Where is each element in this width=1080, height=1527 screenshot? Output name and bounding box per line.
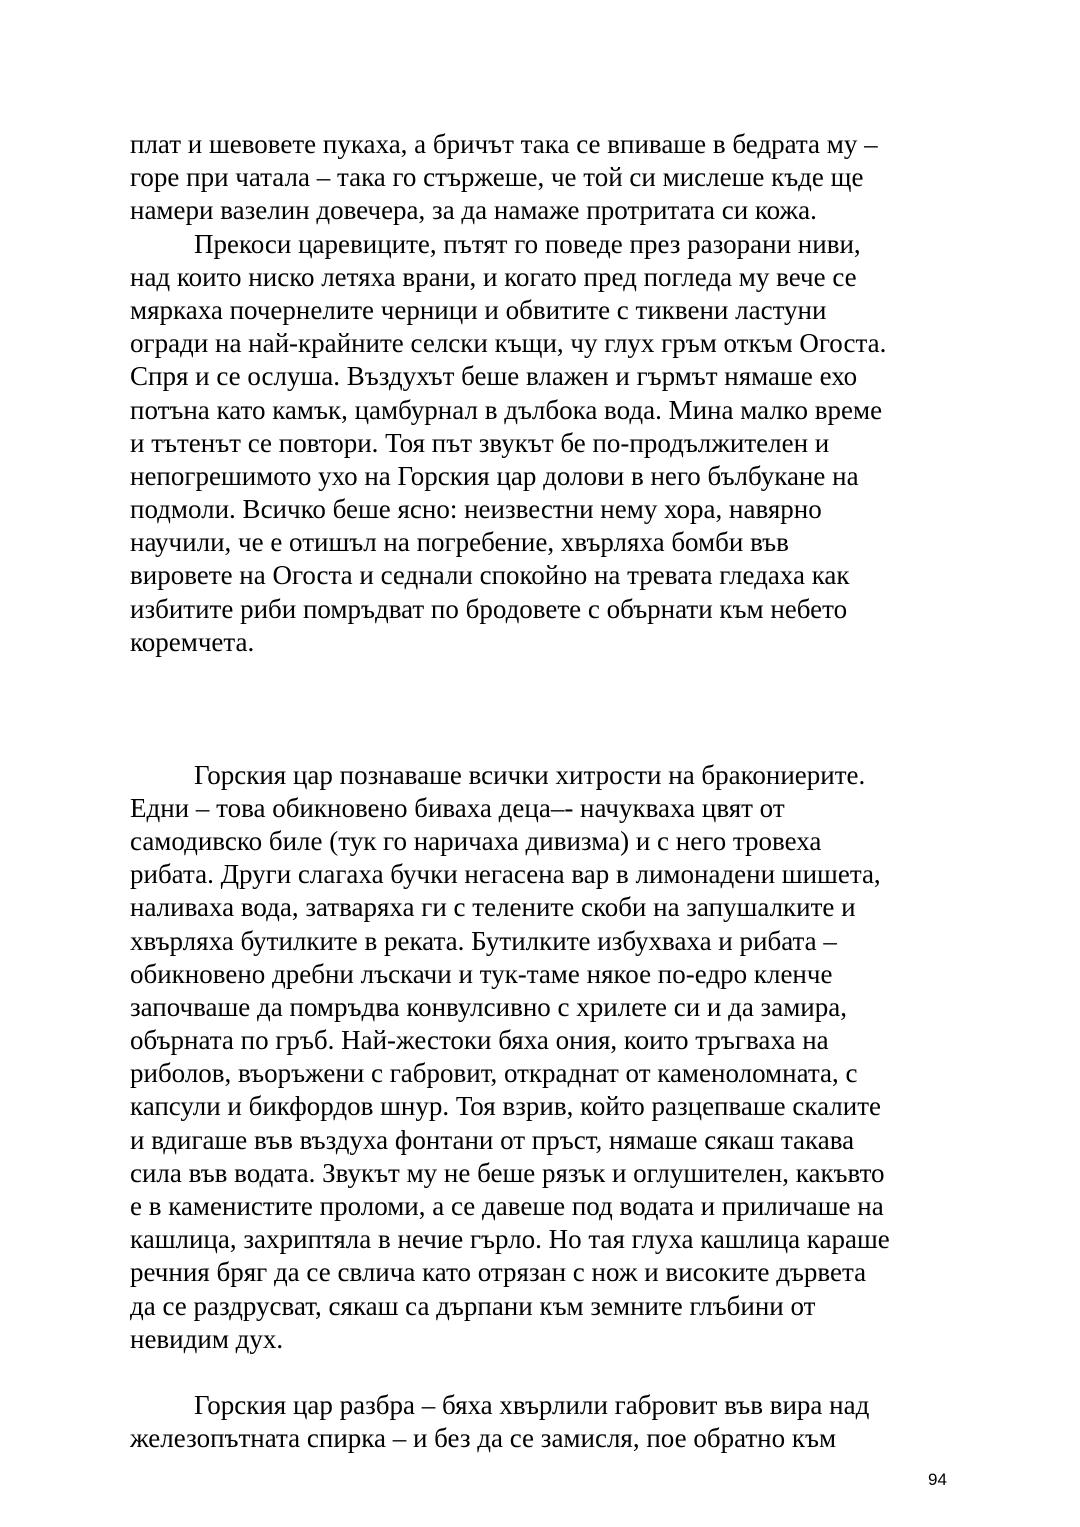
paragraph: [130, 1389, 960, 1455]
text-line: Прекоси царевиците, пътят го поведе през разорани ниви,: [194, 228, 861, 259]
text-line: е в каменистите проломи, а се давеше под водата и приличаше на: [130, 1191, 884, 1221]
text-line: избитите риби помръдват по бродовете с обърнати към небето: [130, 593, 848, 624]
paragraph-gap: [130, 725, 960, 758]
text-line: коремчета.: [130, 626, 255, 657]
text-line: хвърляха бутилките в реката. Бутилките избухваха и рибата –: [130, 925, 837, 956]
text-line: Спря и се ослуша. Въздухът беше влажен и гърмът нямаше ехо: [130, 361, 858, 392]
text-line: капсули и бикфордов шнур. Тоя взрив, който разцепваше скалите: [130, 1091, 882, 1122]
text-line: [130, 659, 960, 692]
text-line: обикновено дребни лъскачи и тук-таме някое по-едро кленче: [130, 958, 833, 989]
text-line: плат и шевовете пукаха, а бричът така се впиваше в бедрата му –: [130, 129, 878, 159]
text-line: речния бряг да се свлича като отрязан с нож и високите дървета: [130, 1257, 867, 1288]
text-line: и вдигаше във въздуха фонтани от пръст, нямаше сякаш такава: [130, 1124, 855, 1155]
text-line: железопътната спирка – и без да се замисля, пое обратно към: [130, 1423, 837, 1454]
text-line: Горския цар разбра – бяха хвърлили габровит във вира над: [194, 1390, 870, 1421]
text-line: и тътенът се повтори. Тоя път звукът бе по-продължителен и: [130, 427, 830, 458]
text-line: намери вазелин довечера, за да намаже протритата си кожа.: [130, 195, 817, 226]
text-line: започваше да помръдва конвулсивно с хрилете си и да замира,: [130, 991, 847, 1022]
text-line: огради на най-крайните селски къщи, чу глух гръм откъм Огоста.: [130, 328, 887, 359]
text-line: Едни – това обикновено биваха деца–- начукваха цвят от: [130, 792, 785, 823]
text-line: научили, че е отишъл на погребение, хвърляха бомби във: [130, 527, 789, 558]
text-line: [130, 692, 960, 725]
body-text: [130, 128, 960, 1456]
text-line: сила във водата. Звукът му не беше рязък и оглушителен, какъвто: [130, 1157, 885, 1188]
text-line: наливаха вода, затваряха ги с телените скоби на запушалките и: [130, 892, 856, 923]
text-line: невидим дух.: [130, 1323, 284, 1354]
text-line: мяркаха почернелите черници и обвитите с тиквени ластуни: [130, 294, 827, 325]
text-line: непогрешимото ухо на Горския цар долови в него бълбукане на: [130, 460, 859, 491]
text-line: горе при чатала – така го стържеше, че той си мислеше къде ще: [130, 162, 864, 193]
text-line: рибата. Други слагаха бучки негасена вар в лимонадени шишета,: [130, 859, 881, 890]
page-number: 94: [928, 1470, 947, 1489]
text-line: самодивско биле (тук го наричаха дивизма) и с него тровеха: [130, 825, 822, 856]
text-line: обърната по гръб. Най-жестоки бяха ония, които тръгваха на: [130, 1025, 829, 1056]
text-line: да се раздрусват, сякаш са дърпани към земните глъбини от: [130, 1290, 816, 1321]
paragraph: [130, 759, 960, 1356]
paragraph: [130, 128, 960, 228]
paragraph: [130, 228, 960, 726]
text-line: кашлица, захриптяла в нечие гърло. Но тая глуха кашлица караше: [130, 1224, 890, 1255]
text-line: риболов, въоръжени с габровит, откраднат от каменоломната, с: [130, 1058, 858, 1089]
text-line: Горския цар познаваше всички хитрости на бракониерите.: [194, 759, 866, 790]
text-line: над които ниско летяха врани, и когато пред погледа му вече се: [130, 261, 857, 292]
paragraph-gap: [130, 1356, 960, 1389]
text-line: потъна като камък, цамбурнал в дълбока вода. Мина малко време: [130, 394, 883, 425]
text-line: вировете на Огоста и седнали спокойно на тревата гледаха как: [130, 560, 850, 591]
text-line: подмоли. Всичко беше ясно: неизвестни нему хора, навярно: [130, 494, 822, 525]
